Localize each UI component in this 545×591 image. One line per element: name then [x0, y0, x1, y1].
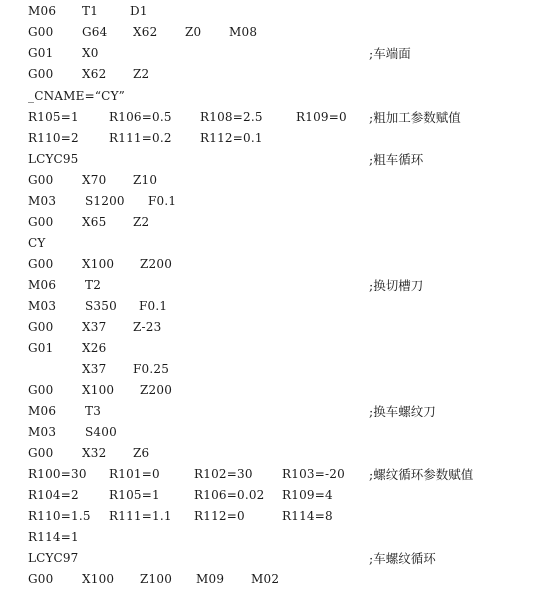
- code-token: _CNAME=“CY”: [28, 89, 126, 103]
- program-line: [0, 43, 545, 64]
- code-token: M08: [229, 25, 258, 39]
- code-token: R111=0.2: [109, 131, 172, 145]
- code-token: D1: [130, 4, 148, 18]
- program-line: [0, 107, 545, 128]
- code-token: S1200: [85, 194, 125, 208]
- code-token: R105=1: [109, 488, 160, 502]
- code-token: G00: [28, 383, 54, 397]
- line-comment: ;换车螺纹刀: [369, 404, 436, 419]
- code-token: T1: [82, 4, 99, 18]
- code-token: LCYC95: [28, 152, 79, 166]
- code-token: R109=4: [282, 488, 333, 502]
- code-token: G64: [82, 25, 108, 39]
- code-token: M02: [251, 572, 280, 586]
- program-line: [0, 212, 545, 233]
- code-token: Z-23: [133, 320, 162, 334]
- code-token: G00: [28, 25, 54, 39]
- line-comment: ;车螺纹循环: [369, 551, 436, 566]
- program-line: [0, 128, 545, 149]
- code-token: G00: [28, 215, 54, 229]
- line-comment: ;粗车循环: [369, 152, 424, 167]
- code-token: Z6: [133, 446, 150, 460]
- code-token: R108=2.5: [200, 110, 263, 124]
- program-line: [0, 485, 545, 506]
- program-line: [0, 149, 545, 170]
- code-token: X62: [82, 67, 107, 81]
- code-token: Z2: [133, 215, 150, 229]
- code-token: X100: [82, 257, 115, 271]
- program-line: [0, 464, 545, 485]
- program-line: [0, 233, 545, 254]
- program-line: [0, 317, 545, 338]
- program-line: [0, 275, 545, 296]
- code-token: Z100: [140, 572, 173, 586]
- code-token: G01: [28, 46, 54, 60]
- code-token: Z10: [133, 173, 158, 187]
- code-token: R104=2: [28, 488, 79, 502]
- code-token: CY: [28, 236, 46, 250]
- code-token: R102=30: [194, 467, 253, 481]
- code-token: R114=1: [28, 530, 79, 544]
- code-token: R110=1.5: [28, 509, 91, 523]
- code-token: R105=1: [28, 110, 79, 124]
- code-token: R106=0.02: [194, 488, 265, 502]
- line-comment: ;车端面: [369, 46, 411, 61]
- code-token: M06: [28, 278, 57, 292]
- line-comment: ;螺纹循环参数赋值: [369, 467, 474, 482]
- code-token: G00: [28, 572, 54, 586]
- program-line: [0, 506, 545, 527]
- program-line: [0, 338, 545, 359]
- program-line: [0, 380, 545, 401]
- code-token: S400: [85, 425, 117, 439]
- program-line: [0, 548, 545, 569]
- code-token: R103=-20: [282, 467, 345, 481]
- code-token: X100: [82, 572, 115, 586]
- code-token: X62: [133, 25, 158, 39]
- code-token: R114=8: [282, 509, 333, 523]
- code-token: M06: [28, 404, 57, 418]
- code-token: M06: [28, 4, 57, 18]
- code-token: S350: [85, 299, 117, 313]
- code-token: R111=1.1: [109, 509, 172, 523]
- code-token: G00: [28, 320, 54, 334]
- line-comment: ;粗加工参数赋值: [369, 110, 461, 125]
- code-token: F0.1: [148, 194, 177, 208]
- code-token: F0.25: [133, 362, 170, 376]
- code-token: X0: [82, 46, 99, 60]
- program-line: [0, 64, 545, 85]
- program-line: [0, 527, 545, 548]
- code-token: Z2: [133, 67, 150, 81]
- code-token: Z200: [140, 257, 173, 271]
- line-comment: ;换切槽刀: [369, 278, 424, 293]
- program-line: [0, 170, 545, 191]
- code-token: G00: [28, 257, 54, 271]
- code-token: R101=0: [109, 467, 160, 481]
- code-token: X70: [82, 173, 107, 187]
- code-token: Z0: [185, 25, 202, 39]
- code-token: R109=0: [296, 110, 347, 124]
- program-line: [0, 22, 545, 43]
- code-token: G00: [28, 173, 54, 187]
- code-token: X65: [82, 215, 107, 229]
- program-line: [0, 86, 545, 107]
- code-token: Z200: [140, 383, 173, 397]
- code-token: R112=0.1: [200, 131, 263, 145]
- code-token: T2: [85, 278, 102, 292]
- program-line: [0, 191, 545, 212]
- program-line: [0, 569, 545, 590]
- program-line: [0, 1, 545, 22]
- program-line: [0, 422, 545, 443]
- program-line: [0, 296, 545, 317]
- code-token: R100=30: [28, 467, 87, 481]
- program-line: [0, 254, 545, 275]
- code-token: M03: [28, 299, 57, 313]
- code-token: G00: [28, 446, 54, 460]
- code-token: X37: [82, 362, 107, 376]
- code-token: X37: [82, 320, 107, 334]
- code-token: M03: [28, 194, 57, 208]
- code-token: X32: [82, 446, 107, 460]
- code-token: T3: [85, 404, 102, 418]
- code-token: M09: [196, 572, 225, 586]
- program-line: [0, 443, 545, 464]
- code-token: F0.1: [139, 299, 168, 313]
- code-token: M03: [28, 425, 57, 439]
- code-token: G00: [28, 67, 54, 81]
- code-token: R112=0: [194, 509, 245, 523]
- code-token: R106=0.5: [109, 110, 172, 124]
- code-token: LCYC97: [28, 551, 79, 565]
- code-token: G01: [28, 341, 54, 355]
- program-line: [0, 359, 545, 380]
- code-token: X100: [82, 383, 115, 397]
- program-line: [0, 401, 545, 422]
- code-token: R110=2: [28, 131, 79, 145]
- code-token: X26: [82, 341, 107, 355]
